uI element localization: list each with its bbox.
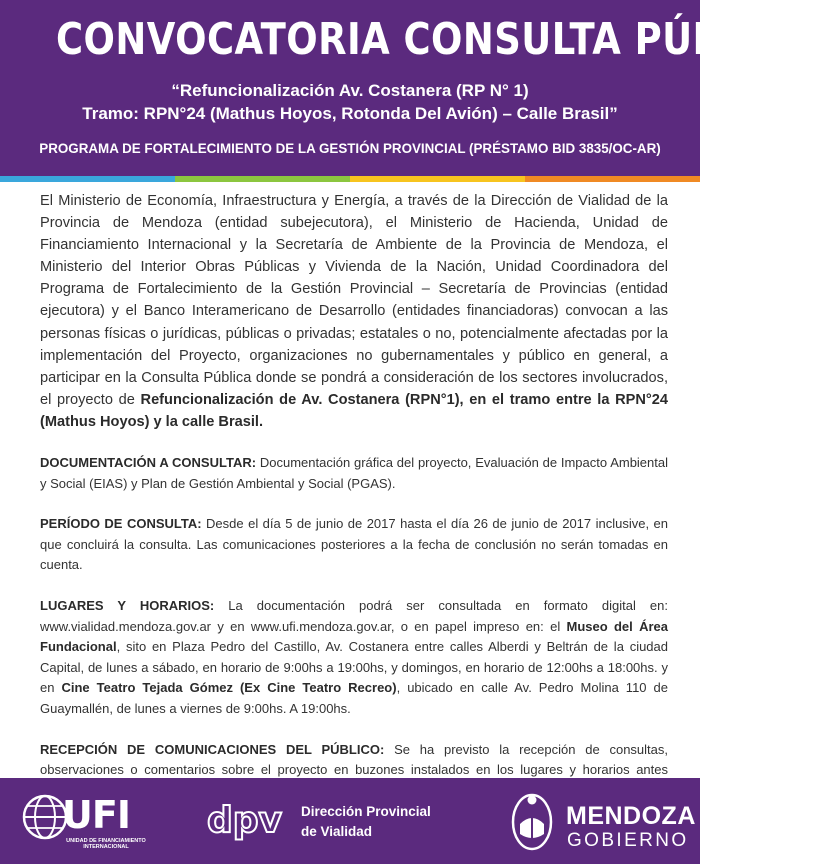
mendoza-shield-icon [510,790,554,852]
stripe-yellow [350,176,525,182]
lugares-text-2: , sito en Plaza Pedro del Castillo, Av. Costanera entre calles Alberdi y Beltrán de la ciudad Capital, de lunes a sábado, en horario de 9:00hs a 19:00hs, y domingos, en horario de 12:00hs a 18:00hs. y en [40,639,668,696]
periodo-section [40,514,668,576]
intro-text: El Ministerio de Economía, Infraestructura y Energía, a través de la Dirección de Vialidad de la Provincia de Mendoza (entidad subejecutora), el Ministerio de Hacienda, Unidad de Financiamiento Internacional y la Secretaría de Ambiente de la Provincia de Mendoza, el Ministerio del Interior Obras Públicas y Vivienda de la Nación, Unidad Coordinadora del Programa de Fortalecimiento de la Gestión Provincial – Secretaría de Provincias (entidad ejecutora) y el Banco Interamericano de Desarrollo (entidades financiadoras) convocan a las personas físicas o jurídicas, públicas o privadas; estatales o no, potencialmente afectadas por la implementación del Proyecto, organizaciones no gubernamentales y público en general, a participar en la Consulta Pública donde se pondrá a consideración de los sectores involucrados, el proyecto de [40,193,668,408]
documentacion-text: Documentación gráfica del proyecto, Evaluación de Impacto Ambiental y Social (EIAS) y Plan de Gestión Ambiental y Social (PGAS). [40,455,669,491]
gobierno-text: GOBIERNO [567,830,689,851]
stripe-orange [525,176,700,182]
recepcion-text: Se ha previsto la recepción de consultas, observaciones o comentarios sobre el proyecto en buzones instalados en los lugares y horarios antes [40,741,669,778]
documentacion-label: DOCUMENTACIÓN A CONSULTAR: [40,455,257,471]
lugares-label: LUGARES Y HORARIOS: [40,598,215,613]
page-title: CONVOCATORIA CONSULTA PÚBLICA [56,14,816,65]
intro-paragraph [40,190,668,433]
museo-name: Museo del Área Fundacional [40,618,668,655]
project-subtitle-line1: “Refuncionalización Av. Costanera (RP N° 1) [171,81,529,100]
footer-logos [0,778,700,864]
project-subtitle-line2: Tramo: RPN°24 (Mathus Hoyos, Rotonda Del Avión) – Calle Brasil” [82,104,618,123]
ufi-logo-text: UFI [62,793,130,837]
color-stripe [0,176,700,182]
mendoza-text: MENDOZA [566,802,696,830]
periodo-label: PERÍODO DE CONSULTA: [40,516,202,532]
dpv-name-line2: de Vialidad [301,824,373,839]
document-body [40,190,668,801]
recepcion-label: RECEPCIÓN DE COMUNICACIONES DEL PÚBLICO: [40,741,385,757]
mendoza-gobierno-logo [510,788,696,856]
cine-teatro-name: Cine Teatro Tejada Gómez (Ex Cine Teatro Recreo) [61,680,397,696]
stripe-blue [0,176,175,182]
documentacion-section [40,453,668,494]
lugares-section [40,596,668,720]
dpv-name-line1: Dirección Provincial [301,804,431,819]
lugares-text-3: , ubicado en calle Av. Pedro Molina 110 de Guaymallén, de lunes a viernes de 9:00hs. A 19:00hs. [40,680,668,716]
intro-project-name: Refuncionalización de Av. Costanera (RPN°1), en el tramo entre la RPN°24 (Mathus Hoyos) y la calle Brasil. [40,391,668,430]
dpv-name [301,802,471,842]
program-name: PROGRAMA DE FORTALECIMIENTO DE LA GESTIÓN PROVINCIAL (PRÉSTAMO BID 3835/OC-AR) [39,141,661,156]
ufi-logo [20,788,170,854]
ufi-caption: UNIDAD DE FINANCIAMIENTO INTERNACIONAL [66,838,146,850]
periodo-text: Desde el día 5 de junio de 2017 hasta el día 26 de junio de 2017 inclusive, en que concluirá la consulta. Las comunicaciones posteriores a la fecha de conclusión no serán tomadas en cuenta. [40,516,668,573]
header-banner [0,0,816,176]
dpv-mark-text: dpv [207,800,283,841]
dpv-logo-mark [205,798,293,842]
lugares-text-1: La documentación podrá ser consultada en formato digital en: www.vialidad.mendoza.gov.ar y en www.ufi.mendoza.gov.ar, o en papel impreso en: el [40,598,668,634]
stripe-green [175,176,350,182]
dpv-logo [205,792,465,852]
